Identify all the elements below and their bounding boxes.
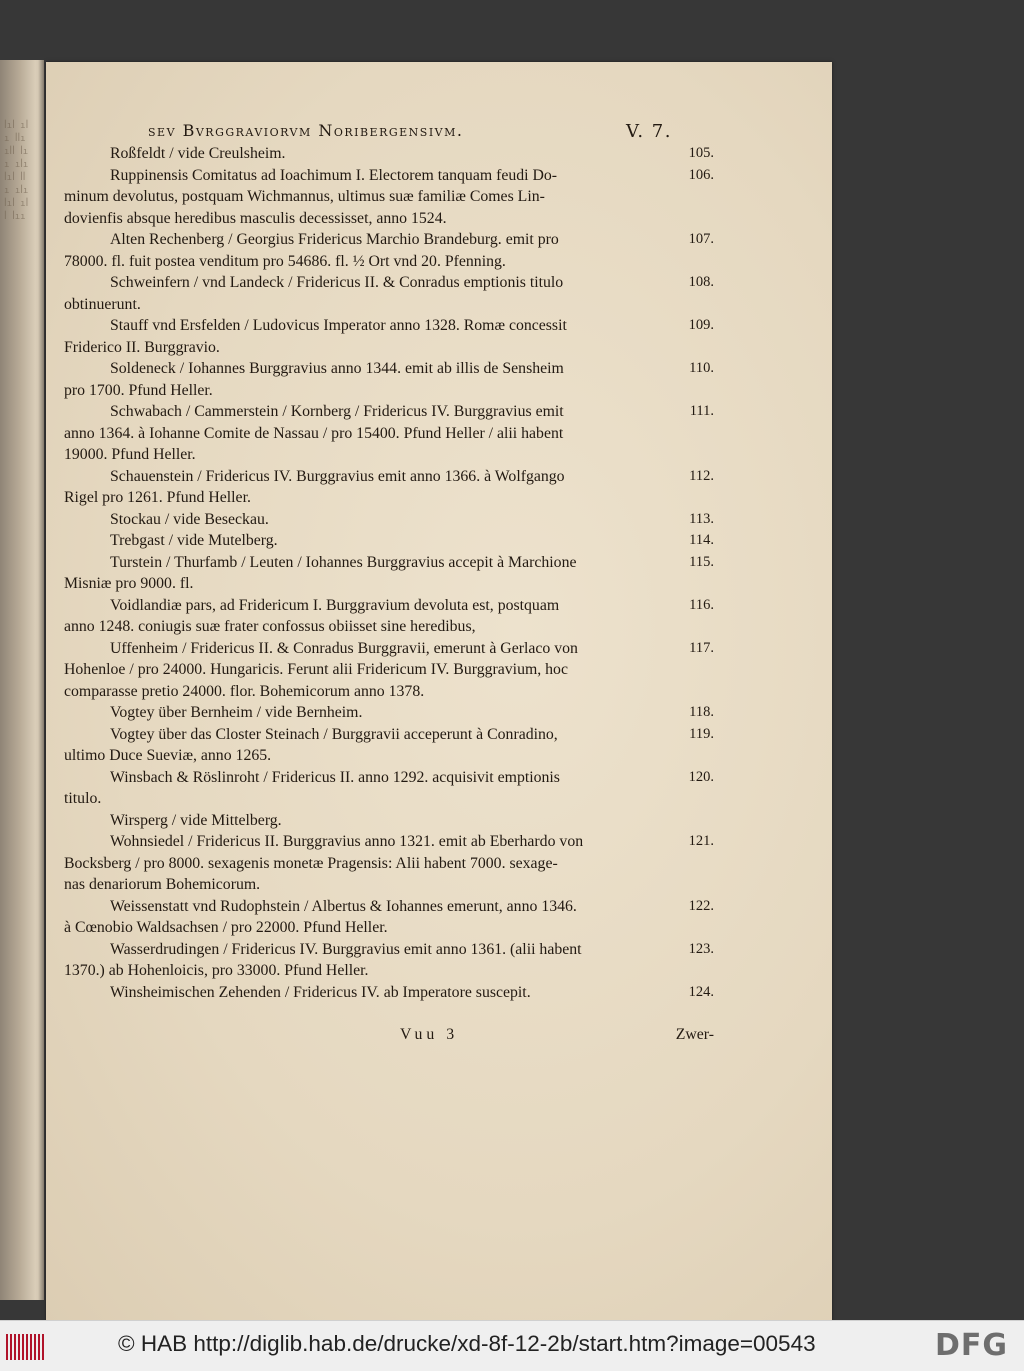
line-text: Vogtey über das Closter Steinach / Burggravii acceperunt à Conradino, bbox=[110, 725, 558, 743]
line-text: pro 1700. Pfund Heller. bbox=[64, 381, 213, 399]
text-line bbox=[64, 315, 714, 337]
entry-number: 118. bbox=[689, 704, 714, 720]
text-line bbox=[64, 767, 714, 789]
text-line bbox=[64, 788, 714, 810]
running-title: sev Bvrggraviorvm Noribergensivm. bbox=[148, 121, 464, 140]
entry-number: 109. bbox=[688, 317, 714, 333]
text-line bbox=[64, 831, 714, 853]
text-line bbox=[64, 724, 714, 746]
hab-logo-icon bbox=[6, 1334, 44, 1360]
line-text: Trebgast / vide Mutelberg. bbox=[110, 532, 278, 549]
line-text: dovienfis absque heredibus masculis decessisset, anno 1524. bbox=[64, 209, 447, 227]
line-text: Turstein / Thurfamb / Leuten / Iohannes Burggravius accepit à Marchione bbox=[110, 553, 577, 571]
line-text: obtinuerunt. bbox=[64, 295, 141, 313]
line-text: Misniæ pro 9000. fl. bbox=[64, 575, 194, 592]
entry-number: 111. bbox=[689, 403, 714, 419]
text-line bbox=[64, 616, 714, 638]
line-text: Voidlandiæ pars, ad Fridericum I. Burggravium devoluta est, postquam bbox=[110, 596, 560, 614]
text-line bbox=[64, 552, 714, 574]
line-text: titulo. bbox=[64, 790, 102, 807]
text-line bbox=[64, 251, 714, 273]
line-text: à Cœnobio Waldsachsen / pro 22000. Pfund Heller. bbox=[64, 919, 388, 936]
text-line bbox=[64, 487, 714, 509]
edge-marks: ꟾıꟾ ıꟾı ꟾꟾı ıꟾꟾ ꟾıı ıꟾı ꟾıꟾ ꟾꟾı ıꟾı ꟾıꟾ ıꟾꟾ ꟾıı bbox=[4, 121, 29, 222]
text-line bbox=[64, 509, 714, 531]
entry-number: 106. bbox=[688, 166, 714, 183]
entry-number: 124. bbox=[688, 983, 714, 1000]
text-line bbox=[64, 143, 714, 165]
line-text: Ruppinensis Comitatus ad Ioachimum I. Electorem tanquam feudi Do- bbox=[110, 166, 558, 184]
text-line bbox=[64, 358, 714, 380]
catchword: Zwer- bbox=[675, 1026, 714, 1043]
line-text: Soldeneck / Iohannes Burggravius anno 1344. emit ab illis de Sensheim bbox=[110, 360, 564, 377]
entry-number: 114. bbox=[689, 532, 714, 548]
line-text: anno 1248. coniugis suæ frater confossus obiisset sine heredibus, bbox=[64, 618, 476, 635]
entry-number: 116. bbox=[689, 596, 714, 613]
line-text: 19000. Pfund Heller. bbox=[64, 446, 196, 463]
text-line bbox=[64, 229, 714, 251]
text-line bbox=[64, 401, 714, 423]
line-text: Uffenheim / Fridericus II. & Conradus Burggravii, emerunt à Gerlaco von bbox=[110, 639, 578, 657]
text-line bbox=[64, 165, 714, 187]
line-text: Wirsperg / vide Mittelberg. bbox=[110, 811, 282, 829]
line-text: Winsbach & Röslinroht / Fridericus II. anno 1292. acquisivit emptionis bbox=[110, 768, 560, 786]
text-line bbox=[64, 466, 714, 488]
text-line bbox=[64, 874, 714, 896]
entry-number: 108. bbox=[688, 274, 714, 290]
text-line bbox=[64, 917, 714, 939]
text-line bbox=[64, 444, 714, 466]
line-text: minum devolutus, postquam Wichmannus, ultimus suæ familiæ Comes Lin- bbox=[64, 188, 545, 205]
gathering-signature: Vuu 3 bbox=[400, 1026, 459, 1043]
line-text: Schweinfern / vnd Landeck / Fridericus II. & Conradus emptionis titulo bbox=[110, 274, 564, 291]
text-line bbox=[64, 896, 714, 918]
running-head bbox=[148, 121, 838, 143]
register-entries bbox=[64, 143, 714, 1003]
text-line bbox=[64, 595, 714, 617]
viewer-footer-bar bbox=[0, 1320, 1024, 1371]
line-text: Stockau / vide Beseckau. bbox=[110, 510, 269, 528]
line-text: Wohnsiedel / Fridericus II. Burggravius anno 1321. emit ab Eberhardo von bbox=[110, 833, 584, 850]
text-line bbox=[64, 810, 714, 832]
line-text: comparasse pretio 24000. flor. Bohemicorum anno 1378. bbox=[64, 682, 425, 700]
text-line bbox=[64, 638, 714, 660]
entry-number: 112. bbox=[689, 467, 714, 484]
page-signature: V. 7. bbox=[626, 121, 672, 142]
entry-number: 117. bbox=[689, 639, 714, 656]
text-line bbox=[64, 702, 714, 724]
entry-number: 107. bbox=[688, 231, 714, 247]
line-text: Bocksberg / pro 8000. sexagenis monetæ Pragensis: Alii habent 7000. sexage- bbox=[64, 854, 558, 872]
line-text: Hohenloe / pro 24000. Hungaricis. Ferunt alii Fridericum IV. Burggravium, hoc bbox=[64, 661, 568, 678]
line-text: Vogtey über Bernheim / vide Bernheim. bbox=[110, 704, 363, 721]
line-text: Winsheimischen Zehenden / Fridericus IV. ab Imperatore suscepit. bbox=[110, 983, 531, 1001]
line-text: 1370.) ab Hohenloicis, pro 33000. Pfund Heller. bbox=[64, 962, 369, 979]
text-line bbox=[64, 939, 714, 961]
line-text: nas denariorum Bohemicorum. bbox=[64, 876, 261, 893]
line-text: Schauenstein / Fridericus IV. Burggravius emit anno 1366. à Wolfgango bbox=[110, 467, 565, 485]
text-line bbox=[64, 659, 714, 681]
text-line bbox=[64, 960, 714, 982]
line-text: ultimo Duce Sueviæ, anno 1265. bbox=[64, 747, 272, 764]
text-line bbox=[64, 982, 714, 1004]
entry-number: 121. bbox=[688, 833, 714, 849]
entry-number: 119. bbox=[689, 725, 714, 742]
line-text: Stauff vnd Ersfelden / Ludovicus Imperator anno 1328. Romæ concessit bbox=[110, 317, 567, 334]
entry-number: 115. bbox=[689, 553, 714, 570]
line-text: anno 1364. à Iohanne Comite de Nassau / pro 15400. Pfund Heller / alii habent bbox=[64, 424, 564, 442]
line-text: Roßfeldt / vide Creulsheim. bbox=[110, 145, 286, 162]
line-text: Friderico II. Burggravio. bbox=[64, 338, 220, 356]
entry-number: 123. bbox=[688, 940, 714, 957]
line-text: Weissenstatt vnd Rudophstein / Albertus & Iohannes emerunt, anno 1346. bbox=[110, 897, 577, 915]
line-text: Alten Rechenberg / Georgius Fridericus Marchio Brandeburg. emit pro bbox=[110, 231, 559, 248]
text-line bbox=[64, 186, 714, 208]
text-line bbox=[64, 337, 714, 359]
page-footer bbox=[64, 1026, 714, 1048]
text-line bbox=[64, 272, 714, 294]
text-line bbox=[64, 423, 714, 445]
line-text: Rigel pro 1261. Pfund Heller. bbox=[64, 489, 251, 506]
line-text: Wasserdrudingen / Fridericus IV. Burggravius emit anno 1361. (alii habent bbox=[110, 940, 582, 958]
text-line bbox=[64, 745, 714, 767]
text-line bbox=[64, 208, 714, 230]
text-line bbox=[64, 530, 714, 552]
line-text: 78000. fl. fuit postea venditum pro 54686. fl. ½ Ort vnd 20. Pfenning. bbox=[64, 252, 506, 270]
entry-number: 105. bbox=[688, 145, 714, 161]
adjacent-page-edge bbox=[0, 60, 44, 1300]
dfg-logo: DFG bbox=[934, 1328, 1008, 1363]
entry-number: 122. bbox=[688, 897, 714, 914]
text-line bbox=[64, 853, 714, 875]
line-text: Schwabach / Cammerstein / Kornberg / Fridericus IV. Burggravius emit bbox=[110, 403, 564, 420]
text-line bbox=[64, 294, 714, 316]
entry-number: 120. bbox=[688, 768, 714, 785]
text-line bbox=[64, 573, 714, 595]
text-line bbox=[64, 380, 714, 402]
entry-number: 110. bbox=[689, 360, 714, 376]
text-line bbox=[64, 681, 714, 703]
entry-number: 113. bbox=[689, 510, 714, 527]
copyright-link[interactable]: © HAB http://diglib.hab.de/drucke/xd-8f-12-2b/start.htm?image=00543 bbox=[118, 1331, 816, 1356]
